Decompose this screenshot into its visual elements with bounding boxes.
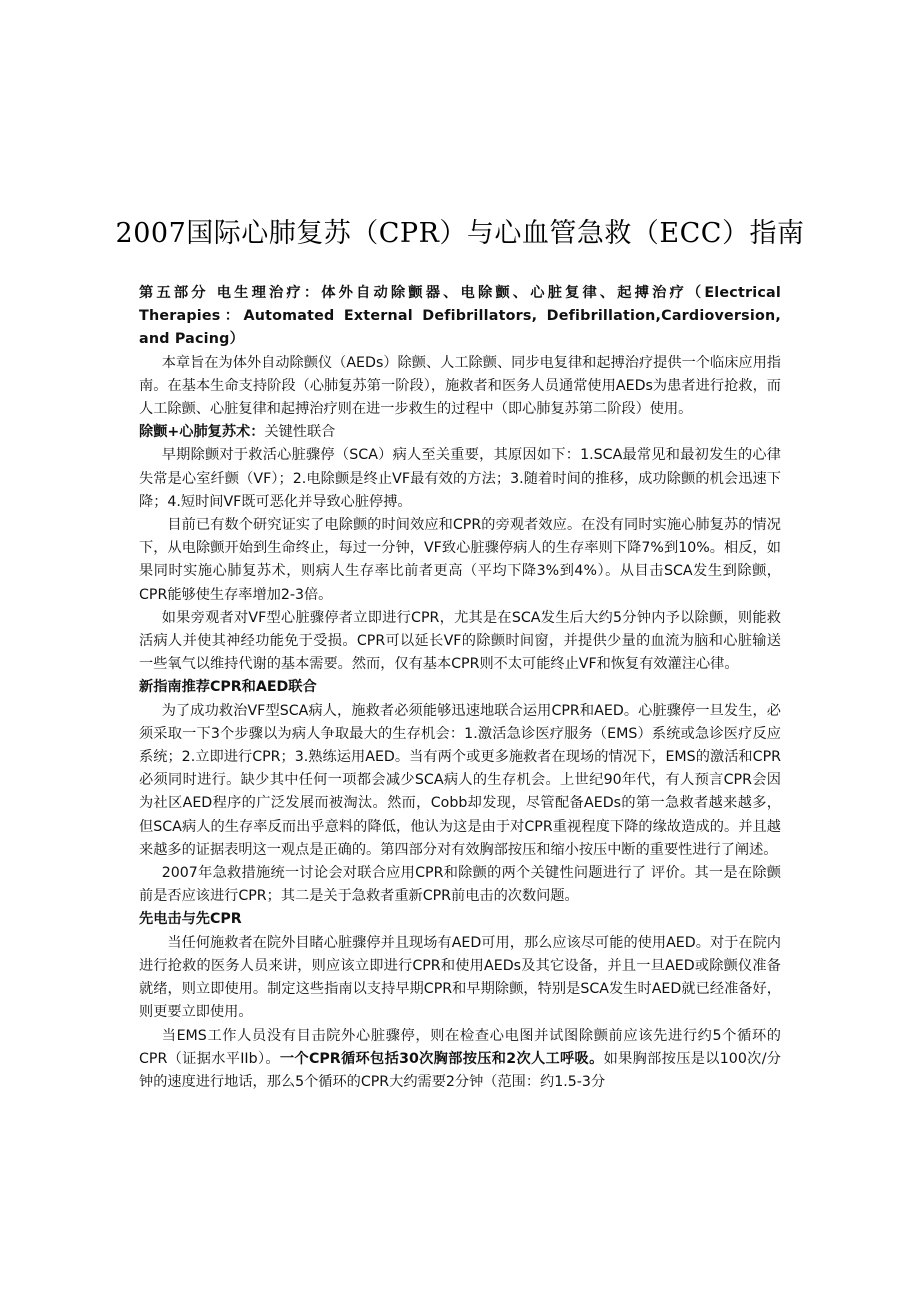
text-run: 当EMS工作人员没有目击院外心脏骤停，则在检查心电图并试图除颤前应该先进行约5个循环的CPR（证据水平IIb）。 xyxy=(139,1027,781,1067)
paragraph: 早期除颤对于救活心脏骤停（SCA）病人至关重要，其原因如下：1.SCA最常见和最初发生的心律失常是心室纤颤（VF）；2.电除颤是终止VF最有效的方法；3.随着时间的推移，成功除颤的机会迅速下降；4.短时间VF既可恶化并导致心脏停搏。 xyxy=(139,447,781,510)
text-run: 如果胸部按压是以100次/分钟的速度进行地话，那么5个循环的CPR大约需要2分钟（范围：约1.5-3分 xyxy=(139,1050,781,1090)
section-heading-bold: 除颤+心肺复苏术： xyxy=(139,424,265,441)
paragraph-intro: 本章旨在为体外自动除颤仪（AEDs）除颤、人工除颤、同步电复律和起搏治疗提供一个临床应用指南。在基本生命支持阶段（心肺复苏第一阶段），施救者和医务人员通常使用AEDs为患者进行抢救，而人工除颤、心脏复律和起搏治疗则在进一步救生的过程中（即心肺复苏第二阶段）使用。 xyxy=(139,354,781,418)
paragraph xyxy=(139,1025,781,1095)
paragraph: 当任何施救者在院外目睹心脏骤停并且现场有AED可用，那么应该尽可能的使用AED。对于在院内进行抢救的医务人员来讲，则应该立即进行CPR和使用AEDs及其它设备，并且一旦AED或除颤仪准备就绪，则立即使用。制定这些指南以支持早期CPR和早期除颤，特别是SCA发生时AED就已经准备好，则更要立即使用。 xyxy=(139,934,781,1021)
section-heading-defib-cpr xyxy=(139,421,781,444)
paragraph: 目前已有数个研究证实了电除颤的时间效应和CPR的旁观者效应。在没有同时实施心肺复苏的情况下，从电除颤开始到生命终止，每过一分钟，VF致心脏骤停病人的生存率则下降7%到10%。相反，如果同时实施心肺复苏术，则病人生存率比前者更高（平均下降3%到4%）。从目击SCA发生到除颤，CPR能够使生存率增加2-3倍。 xyxy=(139,517,781,603)
section-heading-normal: 关键性联合 xyxy=(264,424,336,441)
document-title: 2007国际心肺复苏（CPR）与心血管急救（ECC）指南 xyxy=(115,218,805,249)
paragraph: 2007年急救措施统一讨论会对联合应用CPR和除颤的两个关键性问题进行了 评价。其一是在除颤前是否应该进行CPR；其二是关于急救者重新CPR前电击的次数问题。 xyxy=(139,865,781,905)
document-body xyxy=(139,282,781,1094)
paragraph: 为了成功救治VF型SCA病人，施救者必须能够迅速地联合运用CPR和AED。心脏骤停一旦发生，必须采取一下3个步骤以为病人争取最大的生存机会：1.激活急诊医疗服务（EMS）系统或急诊医疗反应系统；2.立即进行CPR；3.熟练运用AED。当有两个或更多施救者在现场的情况下，EMS的激活和CPR必须同时进行。缺少其中任何一项都会减少SCA病人的生存机会。上世纪90年代，有人预言CPR会因为社区AED程序的广泛发展而被淘汰。然而，Cobb却发现，尽管配备AEDs的第一急救者越来越多，但SCA病人的生存率反而出乎意料的降低，他认为这是由于对CPR重视程度下降的缘故造成的。并且越来越多的证据表明这一观点是正确的。第四部分对有效胸部按压和缩小按压中断的重要性进行了阐述。 xyxy=(139,702,781,858)
part-heading: 第五部分 电生理治疗：体外自动除颤器、电除颤、心脏复律、起搏治疗（Electrical Therapies：Automated External Defibrillators, Defibrillation,Cardioversion, and Pacing） xyxy=(139,285,781,348)
bold-text-run: 一个CPR循环包括30次胸部按压和2次人工呼吸。 xyxy=(279,1050,604,1067)
section-heading-shock-first: 先电击与先CPR xyxy=(139,911,242,928)
section-heading-new-guideline: 新指南推荐CPR和AED联合 xyxy=(139,679,317,696)
paragraph: 如果旁观者对VF型心脏骤停者立即进行CPR，尤其是在SCA发生后大约5分钟内予以除颤，则能救活病人并使其神经功能免于受损。CPR可以延长VF的除颤时间窗，并提供少量的血流为脑和心脏输送一些氧气以维持代谢的基本需要。然而，仅有基本CPR则不太可能终止VF和恢复有效灌注心律。 xyxy=(139,609,781,673)
